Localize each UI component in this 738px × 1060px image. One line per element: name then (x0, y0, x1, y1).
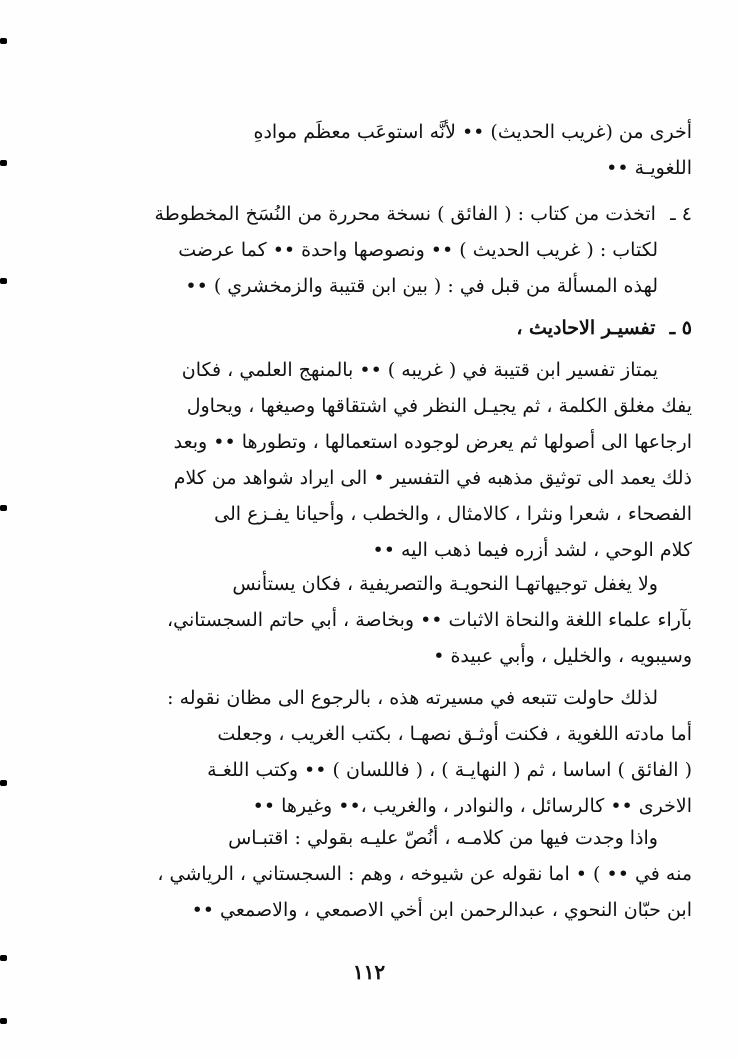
text-line: أخرى من (غريب الحديث) •• لأنَّه استوعَب معظَم موادهِ (253, 121, 692, 143)
text-line: ذلك يعمد الى توثيق مذهبه في التفسير • الى ايراد شواهد من كلام (173, 467, 692, 489)
text-line: ارجاعها الى أصولها ثم يعرض لوجوده استعمالها ، وتطورها •• وبعد (173, 431, 692, 453)
text-line: ولا يغفل توجيهاتهـا النحويـة والتصريفية ، فكان يستأنس (232, 573, 658, 595)
binding-mark (0, 160, 7, 166)
text-line: الفصحاء ، شعرا ونثرا ، كالامثال ، والخطب ، وأحيانا يفـزع الى (214, 503, 692, 525)
text-line: ( الفائق ) اساسا ، ثم ( النهايـة ) ، ( فاللسان ) •• وكتب اللغـة (207, 759, 692, 781)
item-text: اتخذت من كتاب : ( الفائق ) نسخة محررة من النُسَخ المخطوطة (154, 203, 656, 225)
text-line: أما مادته اللغوية ، فكنت أوثـق نصهـا ، بكتب الغريب ، وجعلت (217, 723, 692, 745)
binding-mark (0, 780, 7, 786)
text-line: منه في •• ) • اما نقوله عن شيوخه ، وهم : السجستاني ، الرياشي ، (157, 863, 692, 885)
text-line: اللغويـة •• (606, 157, 692, 179)
text-line: كلام الوحي ، لشد أزره فيما ذهب اليه •• (372, 539, 692, 561)
text-line: وسيبويه ، والخليل ، وأبي عبيدة • (433, 645, 692, 667)
item-number: ٥ ـ (669, 317, 692, 339)
paragraph-1 (72, 352, 692, 568)
section-heading (72, 310, 692, 346)
text-line: يمتاز تفسير ابن قتيبة في ( غريبه ) •• بالمنهج العلمي ، فكان (181, 359, 658, 381)
text-line: لكتاب : ( غريب الحديث ) •• ونصوصها واحدة •• كما عرضت (178, 239, 658, 261)
heading-text: تفسيـر الاحاديث ، (516, 317, 656, 339)
paragraph-4 (72, 820, 692, 928)
text-line: لذلك حاولت تتبعه في مسيرته هذه ، بالرجوع الى مظان نقوله : (167, 687, 658, 709)
paragraph-3 (72, 680, 692, 824)
text-line: بآراء علماء اللغة والنحاة الاثبات •• وبخاصة ، أبي حاتم السجستاني، (167, 609, 692, 631)
text-line: ابن حبّان النحوي ، عبدالرحمن ابن أخي الاصمعي ، والاصمعي •• (191, 899, 692, 921)
binding-mark (0, 278, 7, 284)
item-5 (72, 310, 692, 346)
paragraph-2 (72, 566, 692, 674)
page-number: ١١٢ (352, 960, 386, 984)
intro-block (72, 114, 692, 186)
item-number: ٤ ـ (670, 203, 692, 225)
text-line (72, 196, 692, 232)
text-line: لهذه المسألة من قبل في : ( بين ابن قتيبة والزمخشري ) •• (185, 275, 658, 297)
text-line: واذا وجدت فيها من كلامـه ، أنُصّ عليـه بقولي : اقتبـاس (228, 827, 658, 849)
text-line: يفك مغلق الكلمة ، ثم يجيـل النظر في اشتقاقها وصيغها ، ويحاول (186, 395, 692, 417)
binding-mark (0, 38, 7, 44)
text-line: الاخرى •• كالرسائل ، والنوادر ، والغريب ،•• وغيرها •• (252, 795, 692, 817)
binding-mark (0, 505, 7, 511)
item-4 (72, 196, 692, 304)
binding-mark (0, 1018, 7, 1024)
